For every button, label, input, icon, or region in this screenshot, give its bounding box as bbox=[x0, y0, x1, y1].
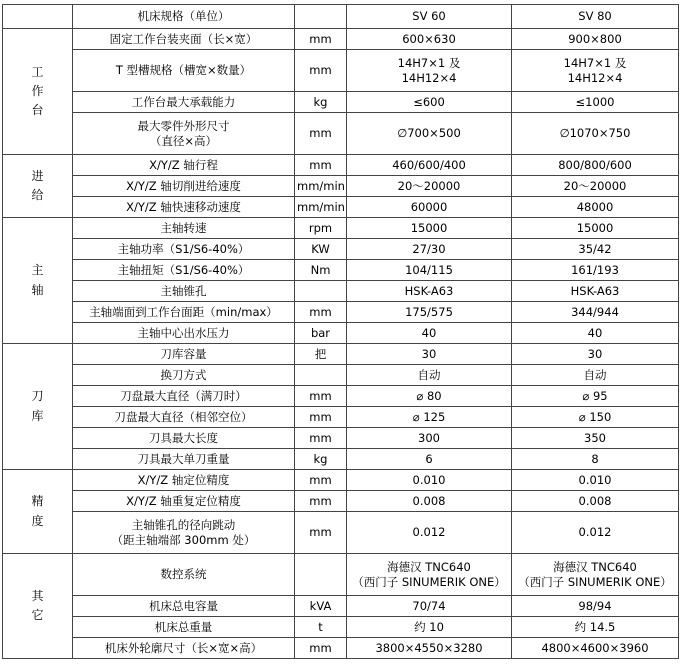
spec-value-sv80 bbox=[512, 218, 679, 239]
spec-value-sv80 bbox=[512, 491, 679, 512]
spec-table bbox=[2, 4, 679, 659]
spec-item-cell-line: 换刀方式 bbox=[160, 367, 207, 382]
spec-value-sv60-line: HSK-A63 bbox=[404, 283, 454, 298]
spec-unit-cell: mm bbox=[295, 29, 347, 50]
spec-item-cell-line: 主轴锥孔 bbox=[160, 283, 207, 298]
spec-item-cell-line: X/Y/Z 轴重复定位精度 bbox=[126, 493, 241, 508]
spec-unit-cell: bar bbox=[295, 323, 347, 344]
spec-value-sv60-line: ⌀ 80 bbox=[416, 388, 442, 403]
header-model-sv80: SV 80 bbox=[512, 5, 679, 29]
spec-value-sv60 bbox=[347, 260, 512, 281]
spec-value-sv80-line: 0.010 bbox=[578, 472, 612, 487]
spec-unit-cell: 把 bbox=[295, 344, 347, 365]
spec-row bbox=[3, 113, 679, 155]
spec-value-sv60 bbox=[347, 323, 512, 344]
spec-item-cell bbox=[73, 281, 295, 302]
spec-item-cell-line: 机床总重量 bbox=[154, 619, 213, 634]
spec-row bbox=[3, 491, 679, 512]
spec-value-sv80 bbox=[512, 470, 679, 491]
spec-value-sv80-line: 800/800/600 bbox=[558, 157, 632, 172]
spec-item-cell-line: （距主轴端部 300mm 处） bbox=[111, 532, 256, 547]
spec-unit-cell bbox=[295, 554, 347, 596]
spec-value-sv60-line: 3800×4550×3280 bbox=[375, 640, 483, 655]
spec-row bbox=[3, 554, 679, 596]
spec-value-sv80 bbox=[512, 260, 679, 281]
spec-value-sv80-line: ∅1070×750 bbox=[559, 126, 631, 141]
spec-item-cell bbox=[73, 197, 295, 218]
spec-value-sv60 bbox=[347, 29, 512, 50]
spec-value-sv80-line: HSK-A63 bbox=[570, 283, 620, 298]
header-row bbox=[3, 5, 679, 29]
header-unit-cell bbox=[295, 5, 347, 29]
spec-value-sv80 bbox=[512, 197, 679, 218]
spec-unit-cell: mm bbox=[295, 428, 347, 449]
spec-item-cell bbox=[73, 617, 295, 638]
spec-item-cell-line: 刀盘最大直径（相邻空位） bbox=[114, 409, 253, 424]
group-label-cell bbox=[3, 218, 73, 344]
spec-value-sv60 bbox=[347, 50, 512, 92]
spec-value-sv80 bbox=[512, 302, 679, 323]
spec-item-cell-line: 数控系统 bbox=[160, 567, 207, 582]
spec-value-sv80-line: 自动 bbox=[583, 367, 607, 382]
spec-value-sv60 bbox=[347, 491, 512, 512]
group-label-cell bbox=[3, 29, 73, 155]
spec-value-sv80 bbox=[512, 50, 679, 92]
spec-row bbox=[3, 449, 679, 470]
spec-unit-cell: kg bbox=[295, 449, 347, 470]
spec-value-sv60-line: 约 10 bbox=[414, 619, 444, 634]
spec-unit-cell: KW bbox=[295, 239, 347, 260]
spec-item-cell-line: 刀具最大长度 bbox=[149, 430, 218, 445]
spec-value-sv60 bbox=[347, 365, 512, 386]
spec-value-sv60-line: 14H12×4 bbox=[401, 70, 457, 85]
spec-value-sv60 bbox=[347, 155, 512, 176]
spec-value-sv80 bbox=[512, 113, 679, 155]
group-label-cell bbox=[3, 155, 73, 218]
spec-value-sv80-line: 161/193 bbox=[571, 262, 619, 277]
spec-value-sv80 bbox=[512, 281, 679, 302]
spec-unit-cell: Nm bbox=[295, 260, 347, 281]
spec-value-sv60-line: 0.010 bbox=[412, 472, 446, 487]
spec-row bbox=[3, 470, 679, 491]
spec-unit-cell: mm bbox=[295, 407, 347, 428]
spec-row bbox=[3, 638, 679, 659]
group-label-cell bbox=[3, 344, 73, 470]
spec-value-sv80-line: 900×800 bbox=[568, 31, 622, 46]
spec-item-cell bbox=[73, 113, 295, 155]
spec-value-sv60 bbox=[347, 197, 512, 218]
spec-value-sv80 bbox=[512, 92, 679, 113]
spec-value-sv60 bbox=[347, 386, 512, 407]
spec-item-cell-line: 主轴扭矩（S1/S6-40%） bbox=[117, 262, 250, 277]
spec-row bbox=[3, 302, 679, 323]
spec-value-sv60 bbox=[347, 554, 512, 596]
spec-value-sv60-line: 自动 bbox=[417, 367, 441, 382]
spec-value-sv80-line: 4800×4600×3960 bbox=[541, 640, 649, 655]
spec-row bbox=[3, 281, 679, 302]
spec-value-sv80 bbox=[512, 344, 679, 365]
spec-unit-cell: mm bbox=[295, 50, 347, 92]
spec-value-sv80 bbox=[512, 365, 679, 386]
spec-unit-cell: mm bbox=[295, 155, 347, 176]
spec-value-sv80-line: ≤1000 bbox=[575, 94, 615, 109]
spec-value-sv60-line: 0.008 bbox=[412, 493, 446, 508]
spec-item-cell bbox=[73, 260, 295, 281]
spec-unit-cell bbox=[295, 281, 347, 302]
spec-row bbox=[3, 92, 679, 113]
spec-item-cell-line: 固定工作台装夹面（长×宽） bbox=[109, 31, 258, 46]
spec-row bbox=[3, 260, 679, 281]
spec-value-sv80-line: ⌀ 95 bbox=[582, 388, 608, 403]
spec-value-sv80-line: 30 bbox=[587, 346, 603, 361]
spec-row bbox=[3, 512, 679, 554]
spec-value-sv60 bbox=[347, 617, 512, 638]
spec-unit-cell: mm bbox=[295, 512, 347, 554]
spec-unit-cell: mm bbox=[295, 386, 347, 407]
spec-unit-cell: mm bbox=[295, 113, 347, 155]
spec-value-sv80-line: 海德汉 TNC640 bbox=[553, 560, 637, 575]
spec-value-sv60-line: 600×630 bbox=[402, 31, 456, 46]
spec-item-cell-line: 工作台最大承载能力 bbox=[131, 94, 236, 109]
spec-value-sv80-line: （西门子 SINUMERIK ONE） bbox=[518, 574, 672, 589]
spec-value-sv60-line: 175/575 bbox=[405, 304, 453, 319]
spec-value-sv80 bbox=[512, 449, 679, 470]
group-label: 刀 库 bbox=[31, 389, 44, 423]
spec-value-sv80-line: 40 bbox=[587, 325, 603, 340]
group-label: 工 作 台 bbox=[31, 64, 44, 118]
spec-item-cell bbox=[73, 638, 295, 659]
spec-row bbox=[3, 344, 679, 365]
spec-value-sv80-line: 0.012 bbox=[578, 525, 612, 540]
group-label: 主 轴 bbox=[31, 263, 44, 297]
spec-value-sv60 bbox=[347, 218, 512, 239]
spec-value-sv60 bbox=[347, 470, 512, 491]
spec-value-sv60 bbox=[347, 239, 512, 260]
spec-value-sv60-line: （西门子 SINUMERIK ONE） bbox=[352, 574, 506, 589]
spec-item-cell bbox=[73, 365, 295, 386]
spec-item-cell bbox=[73, 323, 295, 344]
spec-row bbox=[3, 29, 679, 50]
spec-item-cell bbox=[73, 491, 295, 512]
spec-value-sv60 bbox=[347, 512, 512, 554]
group-label-cell bbox=[3, 554, 73, 659]
spec-unit-cell: rpm bbox=[295, 218, 347, 239]
spec-item-cell-line: 机床外轮廓尺寸（长×宽×高） bbox=[104, 640, 263, 655]
group-label-cell bbox=[3, 470, 73, 554]
spec-value-sv60 bbox=[347, 92, 512, 113]
spec-item-cell-line: 机床总电容量 bbox=[149, 598, 218, 613]
spec-value-sv80 bbox=[512, 512, 679, 554]
spec-item-cell bbox=[73, 554, 295, 596]
spec-item-cell bbox=[73, 302, 295, 323]
spec-item-cell bbox=[73, 344, 295, 365]
group-label: 精 度 bbox=[31, 494, 44, 528]
spec-value-sv60-line: 104/115 bbox=[405, 262, 453, 277]
spec-unit-cell bbox=[295, 365, 347, 386]
spec-item-cell-line: X/Y/Z 轴定位精度 bbox=[137, 472, 230, 487]
header-model-sv60: SV 60 bbox=[347, 5, 512, 29]
spec-value-sv60 bbox=[347, 302, 512, 323]
spec-item-cell-line: X/Y/Z 轴切削进给速度 bbox=[126, 178, 241, 193]
spec-value-sv60-line: 海德汉 TNC640 bbox=[387, 560, 471, 575]
spec-row bbox=[3, 617, 679, 638]
spec-row bbox=[3, 428, 679, 449]
spec-table-body bbox=[3, 5, 679, 659]
spec-value-sv60-line: ⌀ 125 bbox=[412, 409, 446, 424]
spec-value-sv60-line: 0.012 bbox=[412, 525, 446, 540]
spec-value-sv80-line: 344/944 bbox=[571, 304, 619, 319]
group-label: 进 给 bbox=[31, 168, 44, 202]
spec-unit-cell: mm bbox=[295, 638, 347, 659]
spec-value-sv60 bbox=[347, 281, 512, 302]
spec-value-sv80-line: 0.008 bbox=[578, 493, 612, 508]
spec-value-sv80-line: 15000 bbox=[576, 220, 614, 235]
spec-unit-cell: mm bbox=[295, 470, 347, 491]
spec-item-cell bbox=[73, 92, 295, 113]
spec-item-cell bbox=[73, 50, 295, 92]
spec-value-sv60 bbox=[347, 596, 512, 617]
spec-value-sv60-line: 6 bbox=[425, 451, 433, 466]
spec-value-sv80 bbox=[512, 29, 679, 50]
spec-value-sv80 bbox=[512, 155, 679, 176]
spec-value-sv80 bbox=[512, 638, 679, 659]
spec-item-cell-line: X/Y/Z 轴快速移动速度 bbox=[126, 199, 241, 214]
spec-unit-cell: t bbox=[295, 617, 347, 638]
spec-item-cell-line: X/Y/Z 轴行程 bbox=[149, 157, 218, 172]
spec-item-cell bbox=[73, 512, 295, 554]
spec-item-cell-line: 刀盘最大直径（满刀时） bbox=[120, 388, 247, 403]
spec-unit-cell: mm/min bbox=[295, 176, 347, 197]
spec-value-sv60-line: 460/600/400 bbox=[392, 157, 466, 172]
spec-unit-cell: mm bbox=[295, 491, 347, 512]
spec-value-sv60-line: 300 bbox=[418, 430, 440, 445]
spec-value-sv80 bbox=[512, 617, 679, 638]
spec-value-sv60 bbox=[347, 407, 512, 428]
spec-item-cell-line: 主轴中心出水压力 bbox=[137, 325, 230, 340]
spec-value-sv60-line: 30 bbox=[421, 346, 437, 361]
spec-row bbox=[3, 239, 679, 260]
spec-item-cell-line: 主轴功率（S1/S6-40%） bbox=[117, 241, 250, 256]
spec-item-cell-line: 刀具最大单刀重量 bbox=[137, 451, 230, 466]
spec-item-cell bbox=[73, 596, 295, 617]
spec-item-cell-line: 主轴端面到工作台面距（min/max） bbox=[89, 304, 278, 319]
spec-item-cell bbox=[73, 239, 295, 260]
spec-value-sv60-line: 70/74 bbox=[412, 598, 446, 613]
spec-value-sv60 bbox=[347, 113, 512, 155]
spec-item-cell-line: 最大零件外形尺寸 bbox=[137, 119, 230, 134]
spec-item-cell bbox=[73, 386, 295, 407]
spec-value-sv60-line: ≤600 bbox=[413, 94, 445, 109]
spec-item-cell bbox=[73, 428, 295, 449]
spec-value-sv80 bbox=[512, 428, 679, 449]
spec-row bbox=[3, 197, 679, 218]
spec-item-cell bbox=[73, 449, 295, 470]
spec-value-sv80 bbox=[512, 554, 679, 596]
spec-row bbox=[3, 596, 679, 617]
header-group-cell bbox=[3, 5, 73, 29]
spec-value-sv80-line: 35/42 bbox=[578, 241, 612, 256]
spec-value-sv80 bbox=[512, 407, 679, 428]
spec-item-cell-line: T 型槽规格（槽宽×数量） bbox=[115, 63, 252, 78]
spec-value-sv80 bbox=[512, 239, 679, 260]
spec-item-cell bbox=[73, 29, 295, 50]
spec-value-sv80-line: 14H7×1 及 bbox=[563, 56, 627, 71]
spec-value-sv80-line: 8 bbox=[591, 451, 599, 466]
spec-value-sv80-line: 约 14.5 bbox=[574, 619, 616, 634]
spec-item-cell bbox=[73, 176, 295, 197]
spec-row bbox=[3, 155, 679, 176]
spec-item-cell-line: （直径×高） bbox=[149, 133, 218, 148]
spec-item-cell-line: 主轴锥孔的径向跳动 bbox=[131, 518, 236, 533]
spec-value-sv60-line: 15000 bbox=[410, 220, 448, 235]
spec-value-sv80-line: 14H12×4 bbox=[567, 70, 623, 85]
spec-row bbox=[3, 407, 679, 428]
spec-value-sv60-line: ∅700×500 bbox=[397, 126, 461, 141]
spec-value-sv80-line: 98/94 bbox=[578, 598, 612, 613]
spec-value-sv60 bbox=[347, 344, 512, 365]
spec-unit-cell: mm bbox=[295, 302, 347, 323]
spec-unit-cell: mm/min bbox=[295, 197, 347, 218]
spec-unit-cell: kVA bbox=[295, 596, 347, 617]
spec-value-sv80-line: 20～20000 bbox=[563, 178, 627, 193]
spec-row bbox=[3, 323, 679, 344]
spec-value-sv60 bbox=[347, 428, 512, 449]
spec-row bbox=[3, 50, 679, 92]
spec-value-sv60 bbox=[347, 449, 512, 470]
spec-value-sv80 bbox=[512, 176, 679, 197]
spec-value-sv80-line: 48000 bbox=[576, 199, 614, 214]
spec-value-sv60-line: 40 bbox=[421, 325, 437, 340]
spec-row bbox=[3, 386, 679, 407]
spec-row bbox=[3, 365, 679, 386]
spec-row bbox=[3, 218, 679, 239]
spec-value-sv80 bbox=[512, 386, 679, 407]
spec-item-cell bbox=[73, 155, 295, 176]
group-label: 其 它 bbox=[31, 588, 44, 622]
spec-unit-cell: kg bbox=[295, 92, 347, 113]
spec-value-sv80-line: ⌀ 150 bbox=[578, 409, 612, 424]
spec-value-sv80-line: 350 bbox=[584, 430, 606, 445]
spec-value-sv60 bbox=[347, 638, 512, 659]
spec-value-sv60 bbox=[347, 176, 512, 197]
spec-value-sv80 bbox=[512, 596, 679, 617]
spec-value-sv60-line: 27/30 bbox=[412, 241, 446, 256]
spec-item-cell-line: 主轴转速 bbox=[160, 220, 207, 235]
spec-value-sv60-line: 20～20000 bbox=[397, 178, 461, 193]
spec-value-sv60-line: 14H7×1 及 bbox=[397, 56, 461, 71]
header-item-cell: 机床规格（单位） bbox=[73, 5, 295, 29]
spec-item-cell-line: 刀库容量 bbox=[160, 346, 207, 361]
spec-item-cell bbox=[73, 407, 295, 428]
spec-value-sv80 bbox=[512, 323, 679, 344]
spec-row bbox=[3, 176, 679, 197]
spec-item-cell bbox=[73, 470, 295, 491]
spec-item-cell bbox=[73, 218, 295, 239]
spec-value-sv60-line: 60000 bbox=[410, 199, 448, 214]
